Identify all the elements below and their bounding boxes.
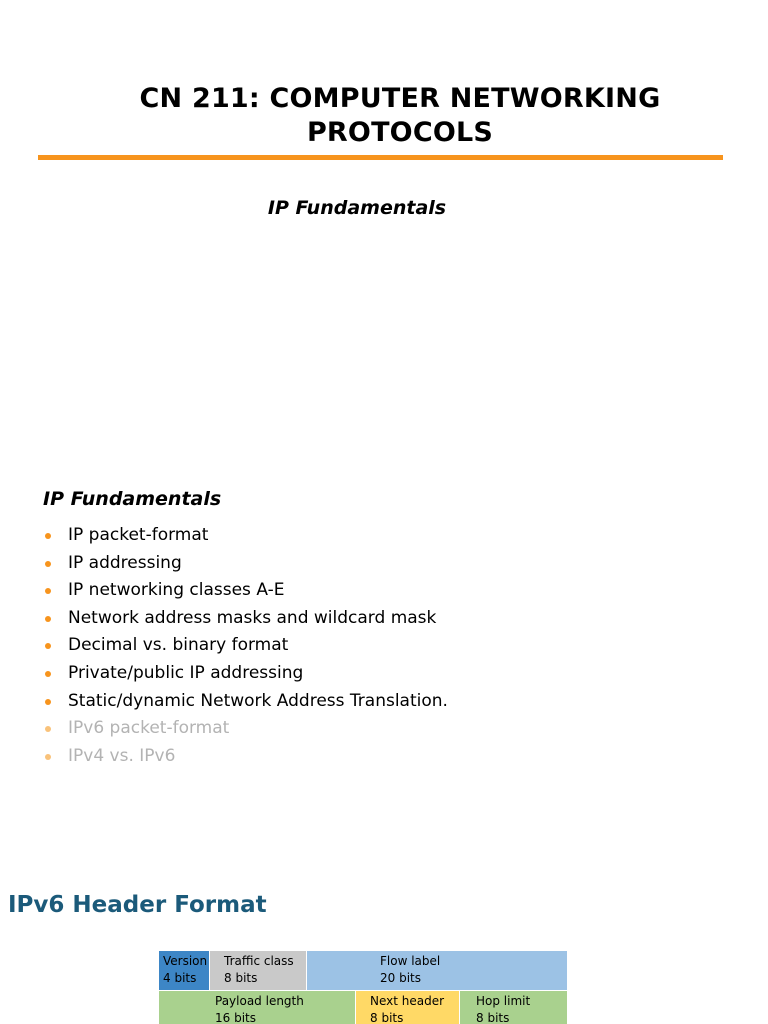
field-next-header xyxy=(356,991,460,1024)
ipv6-header-slide xyxy=(0,860,768,1024)
field-size: 16 bits xyxy=(215,1011,256,1024)
agenda-slide xyxy=(0,470,768,800)
bullet-text: IP addressing xyxy=(68,552,182,573)
bullet-dot-icon xyxy=(45,561,51,567)
section-heading: IP Fundamentals xyxy=(43,488,222,510)
ipv6-header-diagram xyxy=(159,951,568,1024)
field-hop-limit xyxy=(460,991,568,1024)
field-size: 8 bits xyxy=(224,971,258,985)
bullet-list xyxy=(45,522,448,770)
bullet-item xyxy=(45,632,448,660)
slide-subtitle: IP Fundamentals xyxy=(267,197,447,219)
field-flow-label xyxy=(307,951,568,991)
slide-title-line-1: CN 211: COMPUTER NETWORKING xyxy=(139,83,661,114)
bullet-dot-icon xyxy=(45,671,51,677)
bullet-text: IPv4 vs. IPv6 xyxy=(68,745,176,766)
bullet-text: IP networking classes A-E xyxy=(68,580,285,601)
field-version xyxy=(159,951,210,991)
bullet-text: IPv6 packet-format xyxy=(68,718,230,739)
bullet-text: IP packet-format xyxy=(68,525,209,545)
field-traffic-class xyxy=(210,951,307,991)
ipv6-header-title: IPv6 Header Format xyxy=(8,892,267,918)
bullet-dot-icon xyxy=(45,754,51,760)
bullet-item xyxy=(45,522,448,550)
slide-title-line-2: PROTOCOLS xyxy=(306,117,494,148)
bullet-dot-icon xyxy=(45,726,51,732)
bullet-dot-icon xyxy=(45,616,51,622)
field-name: Hop limit xyxy=(476,994,531,1008)
field-size: 20 bits xyxy=(380,971,421,985)
bullet-item xyxy=(45,550,448,578)
bullet-item xyxy=(45,660,448,688)
bullet-dot-icon xyxy=(45,588,51,594)
bullet-text: Decimal vs. binary format xyxy=(68,635,289,656)
title-slide xyxy=(0,0,768,430)
field-name: Version xyxy=(163,954,208,968)
bullet-dot-icon xyxy=(45,643,51,649)
bullet-item xyxy=(45,577,448,605)
bullet-text: Private/public IP addressing xyxy=(68,662,304,683)
field-name: Payload length xyxy=(215,994,304,1008)
bullet-item-dimmed xyxy=(45,715,448,743)
field-name: Next header xyxy=(370,994,445,1008)
field-name: Flow label xyxy=(380,954,441,968)
field-name: Traffic class xyxy=(224,954,294,968)
bullet-dot-icon xyxy=(45,699,51,705)
bullet-dot-icon xyxy=(45,533,51,539)
bullet-text: Network address masks and wildcard mask xyxy=(68,607,437,628)
bullet-text: Static/dynamic Network Address Translation. xyxy=(68,690,448,711)
field-payload-length xyxy=(159,991,356,1024)
field-size: 8 bits xyxy=(370,1011,404,1024)
bullet-item xyxy=(45,688,448,716)
bullet-item xyxy=(45,605,448,633)
field-size: 4 bits xyxy=(163,971,197,985)
slide-title xyxy=(40,82,760,150)
bullet-item-dimmed xyxy=(45,743,448,771)
title-divider xyxy=(38,155,723,160)
field-size: 8 bits xyxy=(476,1011,510,1024)
